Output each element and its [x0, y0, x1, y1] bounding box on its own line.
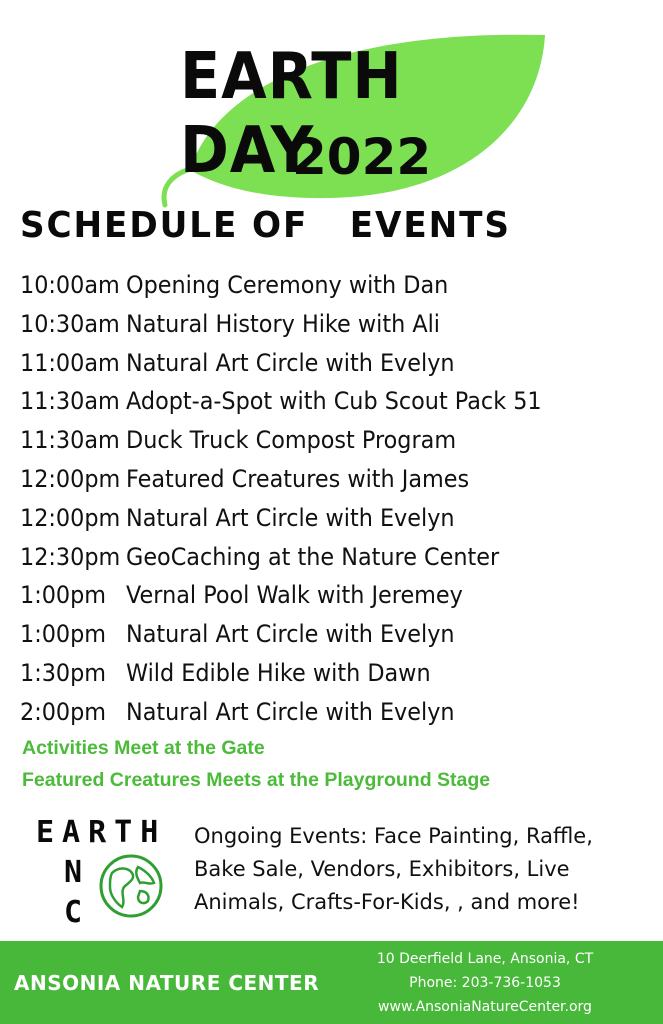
- schedule-item: [20, 460, 542, 499]
- schedule-heading: SCHEDULE OF EVENTS: [20, 205, 511, 246]
- schedule-time: 10:30am: [20, 309, 120, 338]
- logo-letter-c: C: [64, 895, 91, 930]
- schedule-item: [20, 693, 542, 732]
- schedule-item: [20, 576, 542, 615]
- schedule-time: 12:00pm: [20, 464, 121, 493]
- schedule-time: 11:00am: [20, 348, 120, 377]
- schedule-item: [20, 305, 542, 344]
- address: 10 Deerfield Lane, Ansonia, CT: [376, 951, 594, 967]
- schedule-event: Featured Creatures with James: [126, 464, 470, 493]
- schedule-event: Natural Art Circle with Evelyn: [126, 503, 455, 532]
- schedule-event: Opening Ceremony with Dan: [126, 271, 449, 299]
- schedule-item: [20, 615, 542, 654]
- schedule-item: [20, 421, 542, 460]
- earth-nc-logo: [30, 815, 170, 935]
- phone: Phone: 203-736-1053: [409, 975, 561, 991]
- poster-title: EARTH DAY: [180, 40, 403, 188]
- schedule-event: Wild Edible Hike with Dawn: [126, 658, 431, 687]
- schedule-event: Natural Art Circle with Evelyn: [126, 620, 455, 649]
- ongoing-events: Ongoing Events: Face Painting, Raffle, Bake Sale, Vendors, Exhibitors, Live Animals, Crafts-For-Kids, , and more!: [194, 824, 593, 914]
- schedule-time: 1:30pm: [20, 658, 107, 687]
- schedule-time: 12:00pm: [20, 503, 121, 532]
- schedule-time: 10:00am: [20, 271, 120, 299]
- schedule-item: [20, 654, 542, 693]
- logo-word-earth: EARTH: [36, 815, 167, 850]
- schedule-event: Natural Art Circle with Evelyn: [126, 697, 455, 726]
- schedule-list: [20, 266, 581, 732]
- schedule-time: 1:00pm: [20, 581, 107, 610]
- schedule-time: 11:30am: [20, 426, 120, 455]
- logo-letter-n: N: [64, 855, 91, 890]
- schedule-time: 12:30pm: [20, 542, 121, 571]
- footer-bar: [0, 941, 663, 1024]
- meeting-note-gate: Activities Meet at the Gate: [22, 737, 265, 759]
- schedule-event: Vernal Pool Walk with Jeremey: [126, 581, 463, 610]
- schedule-item: [20, 499, 542, 538]
- schedule-item: [20, 538, 542, 577]
- schedule-item: [20, 266, 542, 305]
- schedule-time: 2:00pm: [20, 697, 107, 726]
- schedule-event: Natural Art Circle with Evelyn: [126, 348, 455, 377]
- schedule-event: GeoCaching at the Nature Center: [126, 542, 500, 571]
- meeting-note-playground: Featured Creatures Meets at the Playground Stage: [22, 769, 491, 791]
- schedule-event: Adopt-a-Spot with Cub Scout Pack 51: [126, 387, 542, 416]
- schedule-item: [20, 382, 542, 421]
- schedule-event: Natural History Hike with Ali: [126, 309, 441, 338]
- poster-year: 2022: [292, 128, 432, 186]
- website-link[interactable]: www.AnsoniaNatureCenter.org: [378, 999, 592, 1015]
- organization-name: ANSONIA NATURE CENTER: [14, 971, 320, 995]
- contact-info: [355, 947, 615, 1019]
- schedule-item: [20, 344, 542, 383]
- schedule-time: 11:30am: [20, 387, 120, 416]
- schedule-event: Duck Truck Compost Program: [126, 426, 457, 455]
- schedule-time: 1:00pm: [20, 620, 107, 649]
- globe-icon: [98, 853, 164, 919]
